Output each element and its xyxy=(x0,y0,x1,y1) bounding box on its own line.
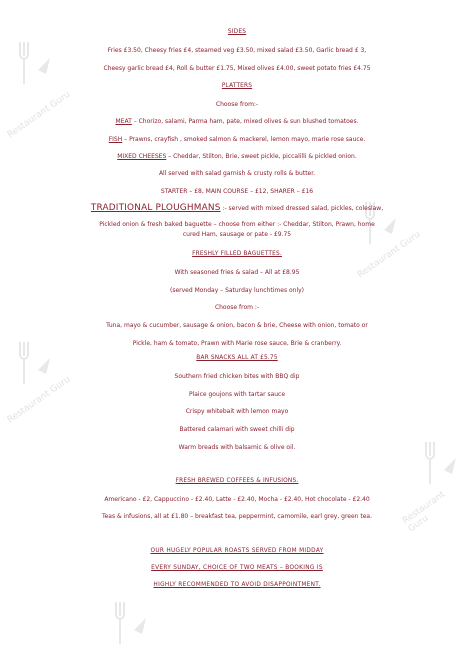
ploughmans-line-1 xyxy=(0,203,474,214)
platters-prices: STARTER – £8, MAIN COURSE – £12, SHARER – £16 xyxy=(160,188,314,195)
fish-label: FISH xyxy=(108,136,123,143)
list-item: Southern fried chicken bites with BBQ dip xyxy=(174,373,300,380)
baguettes-line-3: Tuna, mayo & cucumber, sausage & onion, bacon & brie, Cheese with onion, tomato or xyxy=(106,322,368,329)
roasts-line-2: EVERY SUNDAY, CHOICE OF TWO MEATS – BOOKING IS xyxy=(151,565,323,571)
platter-fish xyxy=(0,134,474,145)
sides-line-1: Fries £3.50, Cheesy fries £4, steamed veg £3.50, mixed salad £3.50, Garlic bread £ 3, xyxy=(107,47,367,54)
baguettes-title: FRESHLY FILLED BAGUETTES. xyxy=(192,251,282,257)
platters-title: PLATTERS xyxy=(221,83,253,89)
list-item: Crispy whitebait with lemon mayo xyxy=(185,408,289,415)
watermark-text: Restaurant Guru xyxy=(5,374,73,426)
baguettes-choose: Choose from :- xyxy=(214,304,260,311)
roasts-line-3: HIGHLY RECOMMENDED TO AVOID DISAPPOINTMENT. xyxy=(153,582,321,588)
ploughmans-line-3: cured Ham, sausage or pate - £9.75 xyxy=(182,231,292,238)
ploughmans-line-2: Pickled onion & fresh baked baguette – choose from either :- Cheddar, Stilton, Prawn, home xyxy=(99,221,375,228)
list-item: Plaice goujons with tartar sauce xyxy=(188,391,286,398)
roasts-line-1: OUR HUGELY POPULAR ROASTS SERVED FROM MIDDAY xyxy=(150,548,324,554)
platter-cheeses xyxy=(0,151,474,162)
platter-meat xyxy=(0,116,474,127)
ploughmans-label: TRADITIONAL PLOUGHMANS xyxy=(90,203,221,213)
ploughmans-text-1: :- served with mixed dressed salad, pickles, coleslaw, xyxy=(220,205,384,212)
list-item: Battered calamari with sweet chilli dip xyxy=(179,426,295,433)
sides-line-2: Cheesy garlic bread £4, Roll & butter £1.75, Mixed olives £4.00, sweet potato fries £4.75 xyxy=(103,65,371,72)
watermark-text: Restaurant Guru xyxy=(355,229,423,281)
meat-text: – Chorizo, salami, Parma ham, pate, mixed olives & sun blushed tomatoes. xyxy=(131,118,359,125)
platters-choose: Choose from:- xyxy=(215,101,259,108)
baguettes-line-1: With seasoned fries & salad – All at £8.95 xyxy=(174,269,300,276)
watermark-text: Restaurant Guru xyxy=(400,489,448,535)
fish-text: – Prawns, crayfish , smoked salmon & mackerel, lemon mayo, marie rose sauce. xyxy=(122,136,366,143)
coffees-title: FRESH BREWED COFFEES & INFUSIONS. xyxy=(175,478,299,484)
watermark-text: Restaurant Guru xyxy=(5,89,73,141)
restaurant-guru-logo-icon xyxy=(110,600,150,646)
coffees-line-2: Teas & infusions, all at £1.80 – breakfast tea, peppermint, camomile, earl grey, green tea. xyxy=(101,513,373,520)
cheese-label: MIXED CHEESES xyxy=(117,153,167,160)
sides-title: SIDES xyxy=(227,29,247,35)
bar-snacks-title: BAR SNACKS ALL AT £5.75 xyxy=(196,355,278,361)
cheese-text: – Cheddar, Stilton, Brie, sweet pickle, piccalilli & pickled onion. xyxy=(166,153,357,160)
list-item: Warm breads with balsamic & olive oil. xyxy=(178,444,296,451)
coffees-line-1: Americano - £2, Cappuccino - £2.40, Latte - £2.40, Mocha - £2.40, Hot chocolate - £2.40 xyxy=(104,496,370,503)
meat-label: MEAT xyxy=(115,118,132,125)
baguettes-line-2: (served Monday – Saturday lunchtimes only) xyxy=(169,287,305,294)
baguettes-line-4: Pickle, ham & tomato, Prawn with Marie rose sauce, Brie & cranberry. xyxy=(132,340,342,347)
platters-served: All served with salad garnish & crusty rolls & butter. xyxy=(158,170,316,177)
